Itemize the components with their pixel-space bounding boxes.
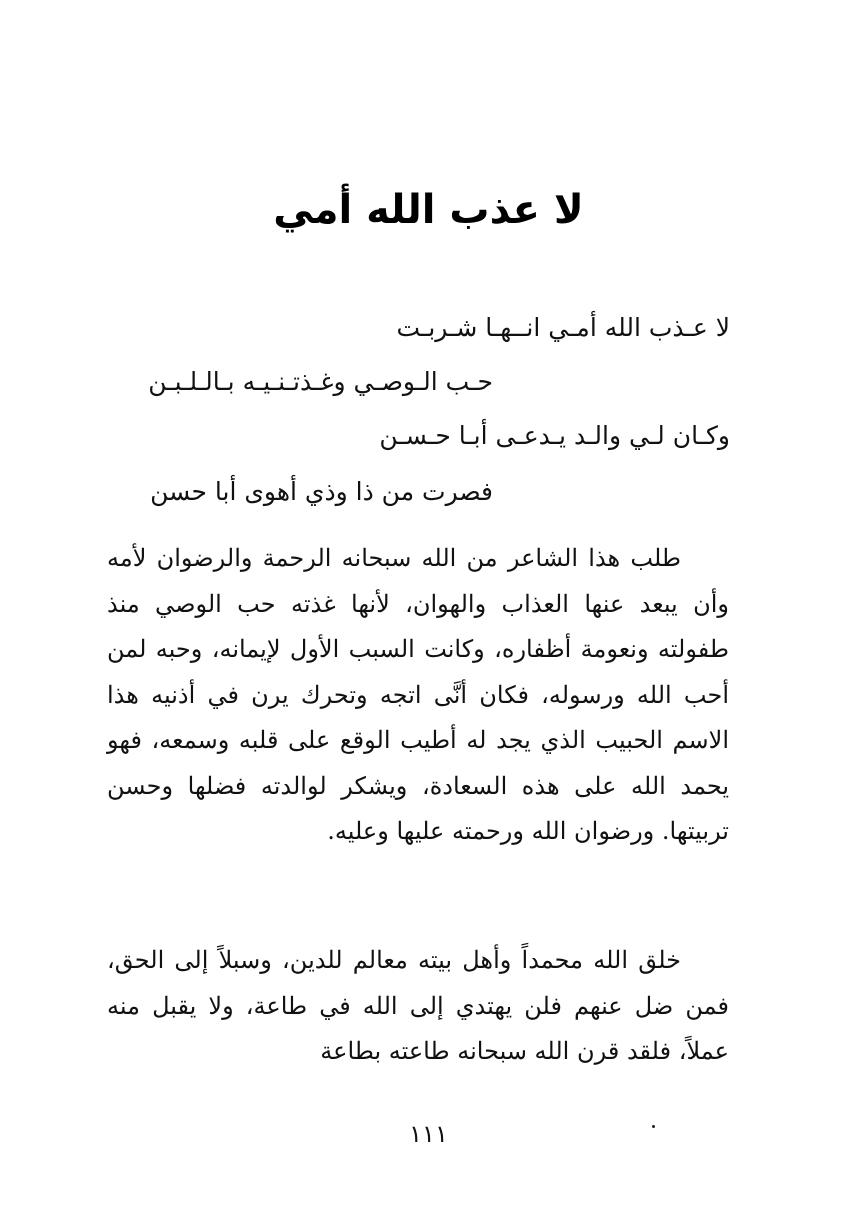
poem-verse-3: وكـان لـي والـد يـدعـى أبـا حـسـن: [379, 421, 730, 450]
poem-verse-1: لا عـذب الله أمـي انــهـا شـربـت: [396, 313, 730, 342]
poem-verse-2: حـب الـوصـي وغـذتـنـيـه بـالـلـبـن: [148, 367, 493, 396]
commentary-paragraph-2: خلق الله محمداً وأهل بيته معالم للدين، وسبلاً إلى الحق، فمن ضل عنهم فلن يهتدي إلى الله في طاعة، ولا يقبل منه عملاً، فلقد قرن الله سبحانه طاعته بطاعة: [107, 946, 729, 1065]
page-title: لا عذب الله أمي: [273, 187, 584, 233]
commentary-paragraph-1: طلب هذا الشاعر من الله سبحانه الرحمة والرضوان لأمه وأن يبعد عنها العذاب والهوان، لأنها غذته حب الوصي منذ طفولته ونعومة أظفاره، وكانت السبب الأول لإيمانه، وحبه لمن أحب الله ورسوله، فكان أنَّى اتجه وتحرك يرن في أذنيه هذا الاسم الحبيب الذي يجد له أطيب الوقع على قلبه وسمعه، فهو يحمد الله على هذه السعادة، ويشكر لوالدته فضلها وحسن تربيتها. ورضوان الله ورحمته عليها وعليه.: [107, 544, 729, 845]
poem-verse-4: فصرت من ذا وذي أهوى أبا حسن: [150, 477, 493, 506]
page-number: ١١١: [409, 1120, 448, 1148]
